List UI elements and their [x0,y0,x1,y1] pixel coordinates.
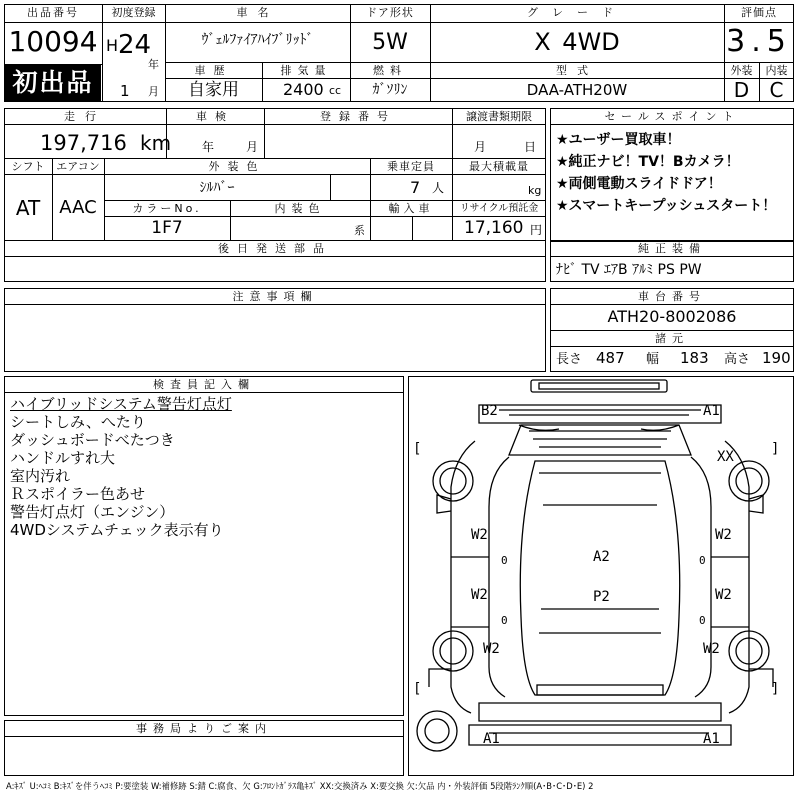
km-unit: km [140,131,172,155]
mileage: 197,716 [40,131,127,155]
registration-number-label: 登録番号 [320,110,396,123]
damage-a1-rear-left: A1 [483,731,500,747]
length-label: 長さ [556,352,583,367]
grade-label: グレード [527,6,627,19]
kg-unit: kg [528,184,542,197]
interior-grade-label: 内装 [765,64,788,77]
car-outline-diagram [409,377,793,775]
car-name-label: 車名 [236,6,279,19]
bracket-left: [ [413,441,422,457]
equipment-label: 純正装備 [638,242,706,255]
inspection-label: 車検 [196,110,234,123]
shift-label: シフト [11,160,45,173]
exterior-grade-label: 外装 [730,64,753,77]
inspector-note: Ｒスポイラー色あせ [10,485,146,503]
inspector-note: ハイブリッドシステム警告灯点灯 [10,395,232,413]
later-parts-label: 後日発送部品 [218,242,332,255]
ac-label: エアコン [56,160,100,173]
interior-grade: C [769,78,784,102]
model-code-label: 型式 [556,64,598,77]
bracket-right: ] [771,681,780,697]
fuel: ｶﾞｿﾘﾝ [372,82,408,98]
notes-label: 注意事項欄 [232,290,318,303]
interior-color-unit: 系 [354,224,365,237]
value-zero: 0 [501,614,508,627]
transfer-day-unit: 日 [524,140,537,154]
value-zero: 0 [699,614,706,627]
width-label: 幅 [646,352,660,367]
fuel-label: 燃料 [373,64,407,77]
recycle-deposit-label: リサイクル預託金 [459,203,539,214]
specifications-label: 諸元 [655,332,689,345]
sales-point-item: ★ユーザー買取車！ [556,132,681,148]
exterior-grade: D [733,78,750,102]
capacity-unit: 人 [432,181,445,195]
bracket-left: [ [413,681,422,697]
first-listing-badge: 初出品 [5,65,101,101]
exterior-color-label: 外装色 [208,160,266,173]
value-zero: 0 [501,554,508,567]
month-unit: 月 [148,85,159,98]
length: 487 [596,349,625,367]
history: 自家用 [188,80,239,100]
displacement-label: 排気量 [280,64,332,77]
damage-a1-rear-right: A1 [703,731,720,747]
damage-diagram [408,376,794,776]
chassis-number-label: 車台番号 [638,290,706,303]
damage-w2-right-rear: W2 [703,641,720,657]
sales-point-item: ★純正ナビ！TV！Bカメラ！ [556,154,740,170]
damage-a2: A2 [593,549,610,565]
bracket-right: ] [771,441,780,457]
lot-number: 10094 [8,25,98,58]
value-zero: 0 [699,554,706,567]
lot-number-label: 出品番号 [27,6,79,19]
max-load-label: 最大積載量 [469,160,529,173]
car-name: ｳﾞｪﾙﾌｧｲｱﾊｲﾌﾞﾘｯﾄﾞ [201,32,314,48]
inspector-note: 室内汚れ [10,467,71,485]
air-conditioner: AAC [59,197,97,218]
first-registration-label: 初度登録 [111,6,156,19]
shift: AT [15,196,41,220]
exterior-color: ｼﾙﾊﾞｰ [199,180,235,196]
damage-legend: A:ｷｽﾞ U:ﾍｺﾐ B:ｷｽﾞを伴うﾍｺﾐ P:要塗装 W:補修跡 S:錆 C:腐食、欠 G:ﾌﾛﾝﾄｶﾞﾗｽ亀ｷｽﾞ XX:交換済み X:要交換 欠:欠品 内・外装評価 5段階ﾗﾝｸ順(A･B･C･D･E) 2 [6,781,594,791]
damage-w2-right-front: W2 [715,527,732,543]
yen-unit: 円 [530,223,543,237]
inspector-note: ハンドルすれ大 [10,449,116,467]
door-type-label: ドア形状 [366,6,414,19]
inspector-note: 4WDシステムチェック表示有り [10,521,224,539]
registration-month: 1 [120,82,130,100]
capacity: 7 [410,178,421,197]
damage-xx: XX [717,449,734,465]
sales-points-label: セールスポイント [604,110,740,123]
height: 190 [762,349,791,367]
score: 3.5 [726,24,792,59]
inspector-note: 警告灯点灯（エンジン） [10,503,175,521]
sales-point-item: ★スマートキープッシュスタート！ [556,198,777,214]
height-label: 高さ [724,352,751,367]
chassis-number: ATH20-8002086 [607,307,737,326]
import-label: 輸入車 [388,202,434,215]
color-number-label: カラーNo. [132,202,202,215]
capacity-label: 乗車定員 [387,160,435,173]
inspector-note: シートしみ、へたり [10,413,146,431]
score-label: 評価点 [741,6,777,19]
recycle-deposit: 17,160 [464,218,524,238]
inspector-note: ダッシュボードべたつき [10,431,175,449]
model-code: DAA-ATH20W [526,81,628,99]
history-label: 車歴 [194,64,233,77]
door-type: 5W [372,30,408,55]
color-number: 1F7 [151,218,183,238]
inspector-label: 検査員記入欄 [153,378,255,391]
transfer-month-unit: 月 [474,140,487,154]
transfer-deadline-label: 譲渡書類期限 [466,110,532,123]
cc-unit: cc [329,84,342,97]
registration-year: 24 [118,30,152,60]
width: 183 [680,349,709,367]
interior-color-label: 内装色 [274,202,326,215]
damage-w2-left-mid: W2 [471,587,488,603]
era: H [106,36,119,55]
damage-a1-front: A1 [703,403,720,419]
inspection-year-unit: 年 [202,140,215,154]
sales-point-item: ★両側電動スライドドア！ [556,176,722,192]
year-unit: 年 [148,58,159,71]
damage-w2-left-front: W2 [471,527,488,543]
displacement: 2400 [283,80,324,99]
office-info-label: 事務局よりご案内 [136,722,272,735]
damage-w2-right-mid: W2 [715,587,732,603]
mileage-label: 走行 [64,110,106,123]
inspection-month-unit: 月 [246,140,259,154]
grade: X 4WD [534,28,620,56]
damage-p2: P2 [593,589,610,605]
damage-w2-left-rear: W2 [483,641,500,657]
damage-b2: B2 [481,403,498,419]
equipment-list: ﾅﾋﾞ TV ｴｱB ｱﾙﾐ PS PW [556,262,702,278]
